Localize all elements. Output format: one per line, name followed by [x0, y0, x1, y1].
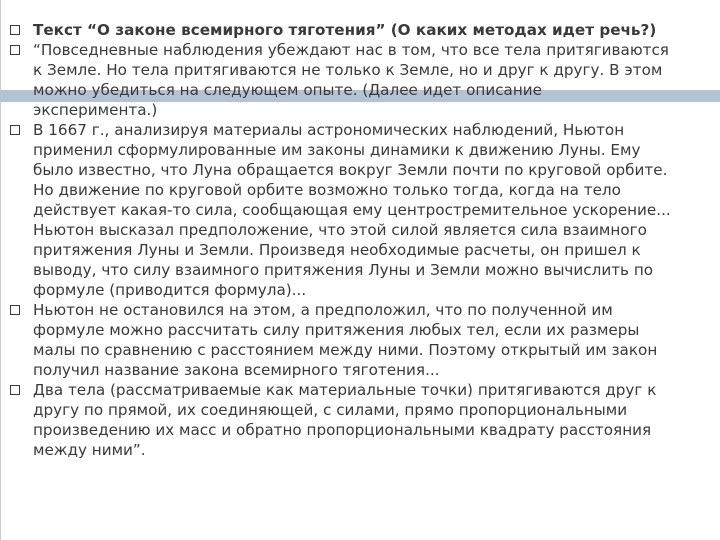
square-bullet-icon	[10, 385, 20, 395]
text-line: В 1667 г., анализируя материалы астрономических наблюдений, Ньютон	[33, 121, 625, 139]
square-bullet-icon	[10, 125, 20, 135]
text-line: эксперимента.)	[33, 101, 158, 119]
bullet-item-two-bodies	[8, 380, 708, 460]
bullet-text	[33, 300, 708, 380]
bullet-text	[33, 120, 708, 300]
square-bullet-icon	[10, 305, 20, 315]
text-line: произведению их масс и обратно пропорциональными квадрату расстояния	[33, 421, 652, 439]
text-line: получил название закона всемирного тяготения...	[33, 361, 440, 379]
text-line: Но движение по круговой орбите возможно только тогда, когда на тело	[33, 181, 621, 199]
text-line: можно убедиться на следующем опыте. (Далее идет описание	[33, 81, 542, 99]
text-line: другу по прямой, их соединяющей, с силами, прямо пропорциональными	[33, 401, 628, 419]
text-line: притяжения Луны и Земли. Произведя необходимые расчеты, он пришел к	[33, 241, 641, 259]
bullet-item-quote	[8, 40, 708, 120]
bullet-item-newton-1667	[8, 120, 708, 300]
bullet-text	[33, 380, 708, 460]
text-line: формуле (приводится формула)...	[33, 281, 307, 299]
square-bullet-icon	[10, 45, 20, 55]
slide-title-text: Текст “О законе всемирного тяготения” (О каких методах идет речь?)	[33, 21, 657, 39]
slide-title-bullet	[8, 20, 708, 40]
slide-text-body	[8, 20, 708, 460]
text-line: малы по сравнению с расстоянием между ними. Поэтому открытый им закон	[33, 341, 658, 359]
text-line: между ними”.	[33, 441, 146, 459]
text-line: Два тела (рассматриваемые как материальные точки) притягиваются друг к	[33, 381, 657, 399]
slide-left-rule	[0, 0, 1, 540]
text-line: Ньютон не остановился на этом, а предположил, что по полученной им	[33, 301, 613, 319]
text-line: Ньютон высказал предположение, что этой силой является сила взаимного	[33, 221, 647, 239]
text-line: действует какая-то сила, сообщающая ему центростремительное ускорение...	[33, 201, 671, 219]
text-line: формуле можно рассчитать силу притяжения любых тел, если их размеры	[33, 321, 640, 339]
text-line: применил сформулированные им законы динамики к движению Луны. Ему	[33, 141, 641, 159]
bullet-item-universal-law	[8, 300, 708, 380]
square-bullet-icon	[10, 25, 20, 35]
text-line: к Земле. Но тела притягиваются не только к Земле, но и друг к другу. В этом	[33, 61, 663, 79]
text-line: было известно, что Луна обращается вокруг Земли почти по круговой орбите.	[33, 161, 668, 179]
text-line: выводу, что силу взаимного притяжения Луны и Земли можно вычислить по	[33, 261, 654, 279]
bullet-text	[33, 40, 708, 120]
text-line: “Повседневные наблюдения убеждают нас в том, что все тела притягиваются	[33, 41, 669, 59]
